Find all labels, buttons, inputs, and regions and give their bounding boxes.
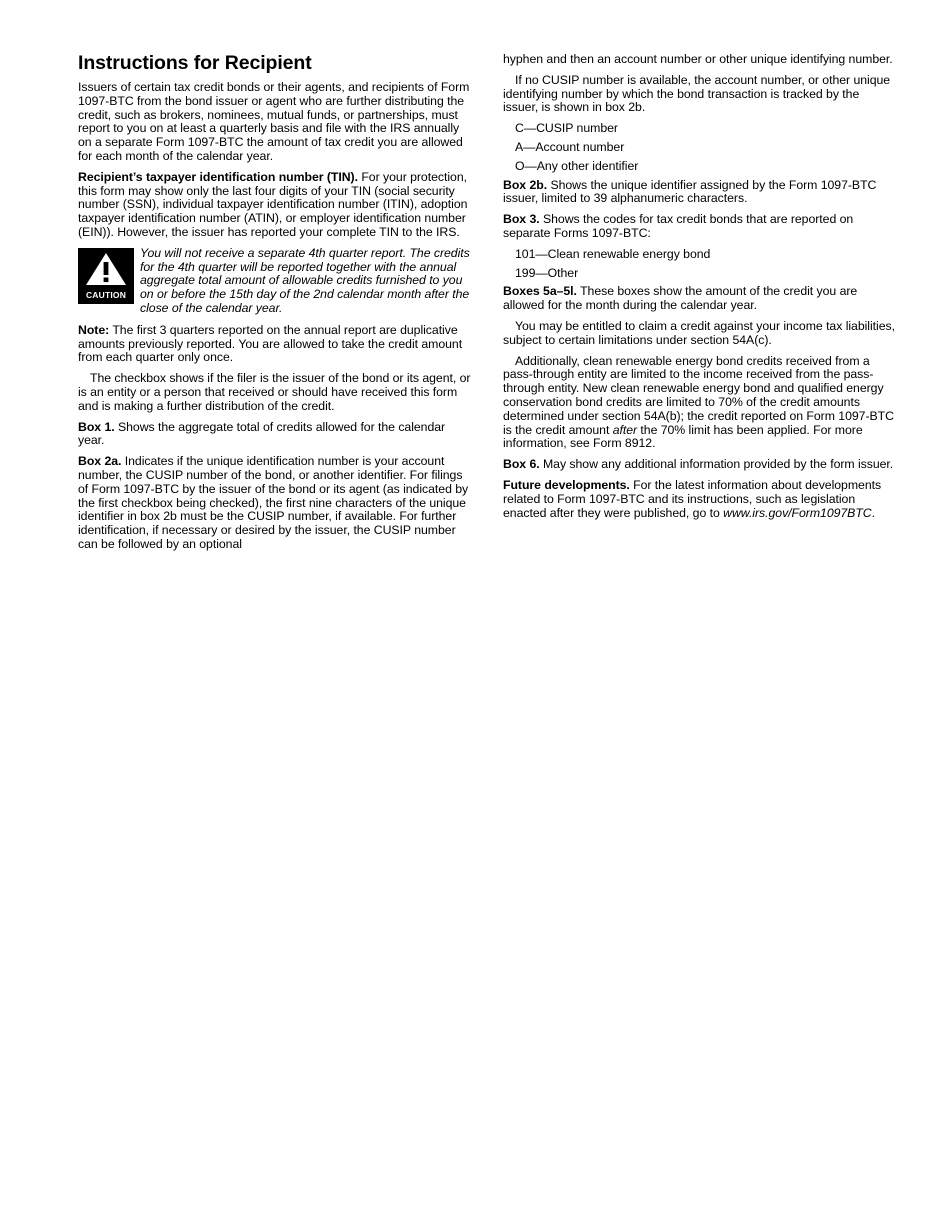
- additionally-text-after: the 70% limit has been applied. For more information, see Form 8912.: [503, 422, 863, 451]
- boxes5-text: These boxes show the amount of the credit you are allowed for the month during the calendar year.: [503, 284, 858, 313]
- box3-paragraph: [503, 213, 897, 241]
- box1-heading: Box 1.: [78, 419, 115, 434]
- note-paragraph: [78, 324, 471, 365]
- additionally-text-before: Additionally, clean renewable energy bond credits received from a pass-through entity are limited to the income received from the pass-through entity. New clean renewable energy bond and qualified energy conservation bond credits are limited to 70% of the credit amounts determined under section 54A(b); the credit reported on Form 1097-BTC is the credit amount: [503, 353, 894, 437]
- caution-block: [78, 247, 471, 316]
- box2b-heading: Box 2b.: [503, 177, 548, 192]
- note-text: The first 3 quarters reported on the annual report are duplicative amounts previously reported. You are allowed to take the credit amount from each quarter only once.: [78, 322, 463, 365]
- intro-paragraph: Issuers of certain tax credit bonds or their agents, and recipients of Form 1097-BTC from the bond issuer or agent who are further distributing the credit, such as brokers, nominees, mutual funds, or partnerships, must report to you on at least a quarterly basis and file with the IRS annually on a separate Form 1097-BTC the amount of tax credit you are allowed for each month of the calendar year.: [78, 80, 470, 163]
- continuation-paragraph: hyphen and then an account number or other unique identifying number.: [503, 52, 893, 66]
- box2a-text: Indicates if the unique identification number is your account number, the CUSIP number of the bond, or another identifier. For filings of Form 1097-BTC by the issuer of the bond or its agent (as indicated by the first checkbox being checked), the first nine characters of the unique identifier in box 2b must be the CUSIP number, if available. For further identification, if necessary or desired by the issuer, the CUSIP number can be followed by an optional: [78, 454, 469, 551]
- boxes5-paragraph: [503, 285, 897, 313]
- box2b-paragraph: [503, 179, 897, 207]
- future-text: For the latest information about developments related to Form 1097-BTC and its instructions, such as legislation enacted after they were published, go to: [503, 477, 882, 520]
- id-code-item: A—Account number: [515, 139, 625, 154]
- caution-label: CAUTION: [85, 289, 127, 300]
- box6-text: May show any additional information provided by the form issuer.: [539, 457, 894, 472]
- checkbox-paragraph: The checkbox shows if the filer is the issuer of the bond or its agent, or is an entity or a person that received or should have received this form and is making a further distribution of the credit.: [78, 371, 471, 413]
- box3-text: Shows the codes for tax credit bonds that are reported on separate Forms 1097-BTC:: [503, 212, 854, 240]
- future-developments-paragraph: [503, 479, 897, 520]
- caution-icon: [78, 248, 134, 304]
- boxes5-heading: Boxes 5a–5l.: [503, 284, 577, 299]
- box2a-paragraph: [78, 455, 471, 552]
- left-column: [78, 52, 471, 559]
- box2a-heading: Box 2a.: [78, 454, 122, 469]
- box2b-text: Shows the unique identifier assigned by the Form 1097-BTC issuer, limited to 39 alphanumeric characters.: [503, 177, 877, 206]
- no-cusip-paragraph: If no CUSIP number is available, the account number, or other unique identifying number by which the bond transaction is tracked by the issuer, is shown in box 2b.: [503, 72, 891, 115]
- tin-text: For your protection, this form may show only the last four digits of your TIN (social security number (SSN), individual taxpayer identification number (ITIN), adoption taxpayer identification number (ATIN), or employer identification number (EIN)). However, the issuer has reported your complete TIN to the IRS.: [78, 169, 468, 239]
- bond-code-item: 101—Clean renewable energy bond: [515, 246, 711, 261]
- right-column: [503, 53, 897, 527]
- box6-heading: Box 6.: [503, 457, 540, 472]
- note-heading: Note:: [78, 322, 110, 337]
- box6-paragraph: [503, 458, 897, 472]
- future-end: .: [871, 505, 876, 520]
- box1-text: Shows the aggregate total of credits allowed for the calendar year.: [78, 419, 446, 448]
- future-heading: Future developments.: [503, 477, 630, 492]
- page-title: Instructions for Recipient: [78, 52, 312, 74]
- entitled-paragraph: You may be entitled to claim a credit against your income tax liabilities, subject to certain limitations under section 54A(c).: [503, 318, 895, 347]
- additionally-emphasis: after: [612, 422, 638, 437]
- bond-code-item: 199—Other: [515, 265, 579, 280]
- additionally-paragraph: [503, 355, 897, 452]
- box1-paragraph: [78, 421, 471, 449]
- irs-url-link[interactable]: www.irs.gov/Form1097BTC: [723, 505, 872, 520]
- id-code-item: C—CUSIP number: [515, 121, 618, 136]
- tin-heading: Recipient’s taxpayer identification number (TIN).: [78, 169, 358, 184]
- id-code-item: O—Any other identifier: [515, 158, 639, 173]
- box3-heading: Box 3.: [503, 212, 540, 227]
- tin-paragraph: [78, 171, 471, 240]
- caution-text: You will not receive a separate 4th quarter report. The credits for the 4th quarter will be reported together with the annual aggregate total amount of allowable credits furnished to you on or before the 15th day of the 2nd calendar month after the close of the calendar year.: [140, 245, 470, 315]
